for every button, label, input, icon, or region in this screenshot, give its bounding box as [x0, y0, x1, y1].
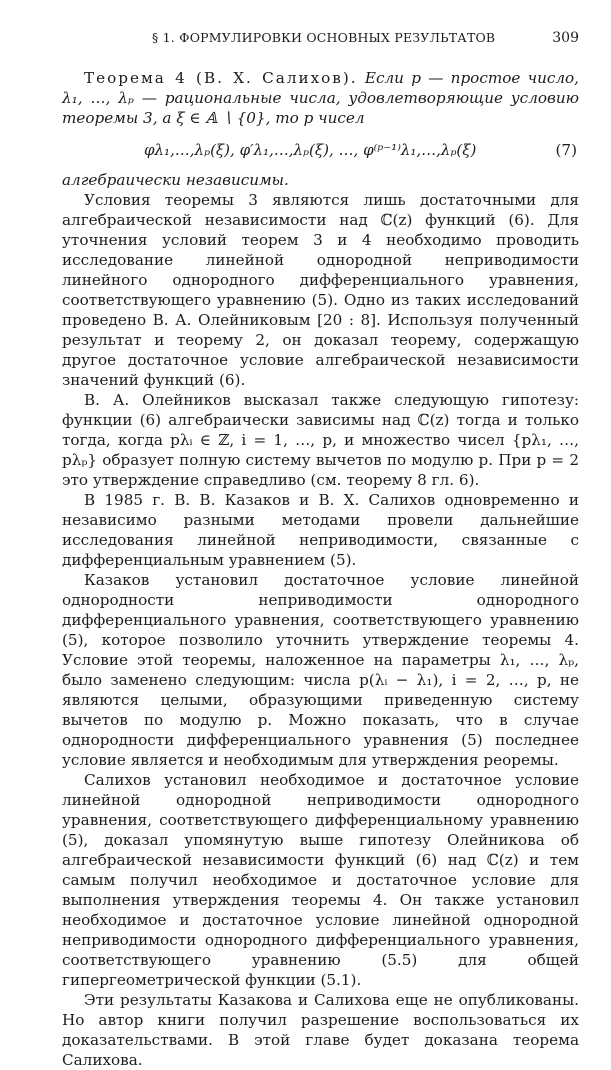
running-header: [40, 28, 579, 46]
page-number: 309: [552, 30, 579, 46]
paragraph-3: В 1985 г. В. В. Казаков и В. Х. Салихов одновременно и независимо разными методами провели дальнейшие исследования линейной неприводимости, связанные с дифференциальным уравнением (5).: [62, 491, 579, 569]
display-formula: [62, 134, 579, 168]
paragraph-2: В. А. Олейников высказал также следующую гипотезу: функции (6) алгебраически зависимы над ℂ(z) тогда и только тогда, когда pλᵢ ∈ ℤ, i = 1, …, p, и множество чисел {pλ₁, …, pλₚ} образует полную систему вычетов по модулю p. При p = 2 это утверждение справедливо (см. теорему 8 гл. 6).: [62, 391, 579, 489]
paragraph-6: Эти результаты Казакова и Салихова еще не опубликованы. Но автор книги получил разрешение воспользоваться их доказательствами. В этой главе будет доказана теорема Салихова.: [62, 991, 579, 1069]
theorem-4: [62, 68, 579, 128]
theorem-statement: Если p — простое число, λ₁, …, λₚ — рациональные числа, удовлетворяющие условию теоремы 3, а ξ ∈ 𝔸 ∖ {0}, то p чисел: [62, 69, 580, 127]
theorem-conclusion: алгебраически независимы.: [62, 171, 289, 189]
paragraph-4: Казаков установил достаточное условие линейной однородности неприводимости однородного дифференциального уравнения, соответствующего уравнению (5), которое позволило уточнить утверждение теоремы 4. Условие этой теоремы, наложенное на параметры λ₁, …, λₚ, было заменено следующим: числа p(λᵢ − λ₁), i = 2, …, p, не являются целыми, образующими приведенную систему вычетов по модулю p. Можно показать, что в случае однородности дифференциального уравнения (5) последнее условие является и необходимым для утверждения реоремы.: [62, 571, 579, 769]
formula-expression: φλ₁,…,λₚ(ξ), φ′λ₁,…,λₚ(ξ), …, φ⁽ᵖ⁻¹⁾λ₁,…,λₚ(ξ): [144, 141, 477, 159]
paragraph-5: Салихов установил необходимое и достаточное условие линейной однородной неприводимости однородного уравнения, соответствующего дифференциальному уравнению (5), доказал упомянутую выше гипотезу Олейникова об алгебраической независимости функций (6) над ℂ(z) и тем самым получил необходимое и достаточное условие для выполнения утверждения теоремы 4. Он также установил необходимое и достаточное условие линейной однородной неприводимости однородного дифференциального уравнения, соответствующего уравнению (5.5) для общей гипергеометрической функции (5.1).: [62, 771, 579, 989]
equation-number: (7): [555, 141, 577, 159]
theorem-heading: Теорема 4 (В. Х. Салихов).: [84, 69, 358, 87]
paragraph-1: Условия теоремы 3 являются лишь достаточными для алгебраической независимости над ℂ(z) функций (6). Для уточнения условий теорем 3 и 4 необходимо проводить исследование линейной однородной неприводимости линейного однородного дифференциального уравнения, соответствующего уравнению (5). Одно из таких исследований проведено В. А. Олейниковым [20 : 8]. Используя полученный результат и теорему 2, он доказал теорему, содержащую другое достаточное условие алгебраической независимости значений функций (6).: [62, 191, 579, 389]
running-title: § 1. ФОРМУЛИРОВКИ ОСНОВНЫХ РЕЗУЛЬТАТОВ: [152, 30, 496, 45]
page-body: [62, 68, 579, 1070]
